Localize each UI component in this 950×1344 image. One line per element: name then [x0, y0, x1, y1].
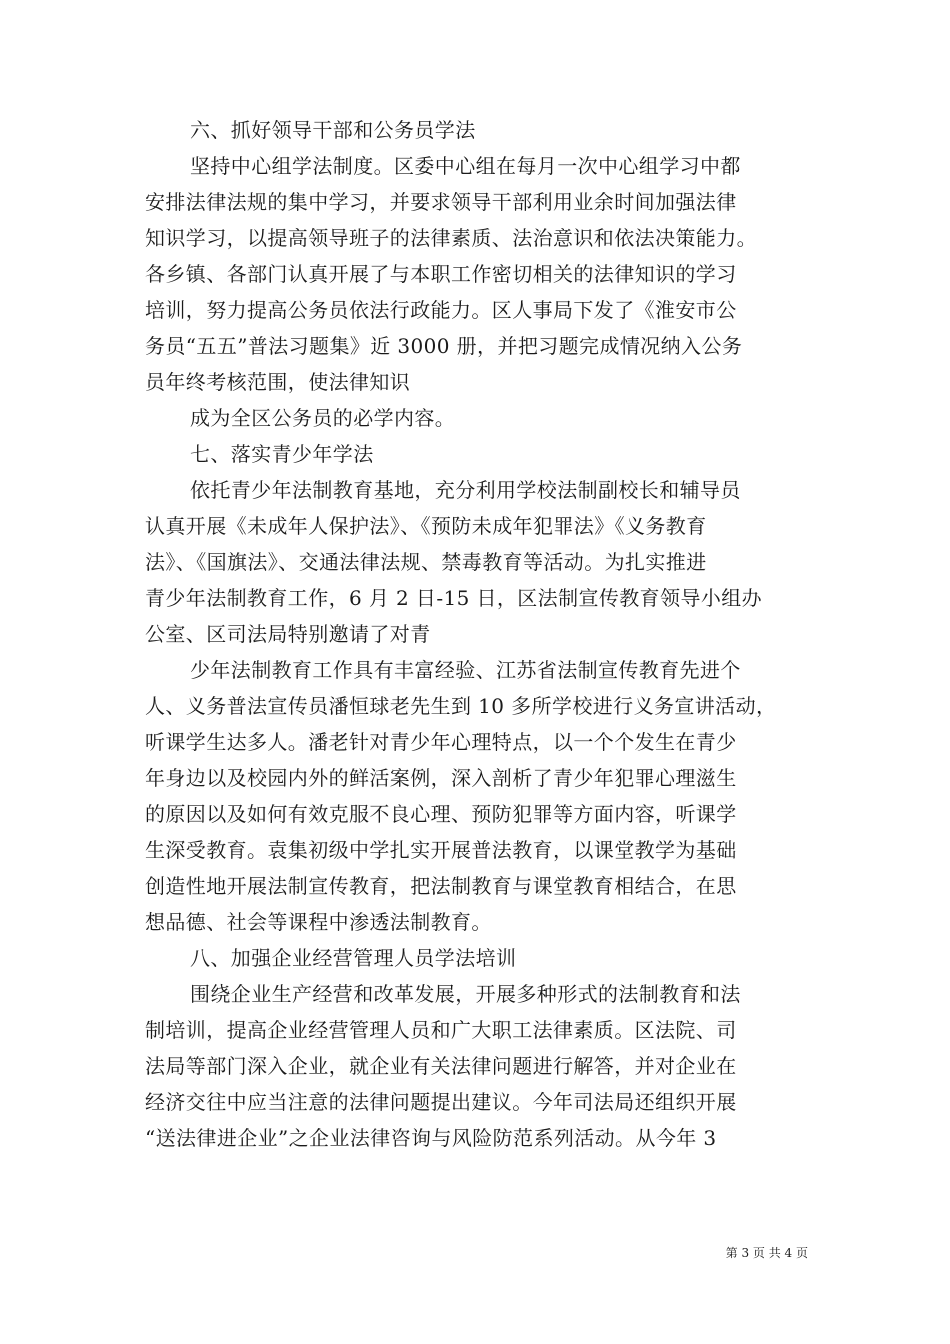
document-body — [145, 112, 810, 1156]
text-line: 六、抓好领导干部和公务员学法 — [190, 118, 476, 142]
text-line: 创造性地开展法制宣传教育，把法制教育与课堂教育相结合，在思 — [145, 874, 737, 898]
text-line: 七、落实青少年学法 — [190, 442, 374, 466]
text-line: 成为全区公务员的必学内容。 — [190, 406, 456, 430]
text-line: 认真开展《未成年人保护法》、《预防未成年犯罪法》《义务教育 — [145, 514, 707, 538]
text-line: 各乡镇、各部门认真开展了与本职工作密切相关的法律知识的学习 — [145, 262, 737, 286]
page-footer: 第 3 页 共 4 页 — [725, 1246, 808, 1260]
text-line: 少年法制教育工作具有丰富经验、江苏省法制宣传教育先进个 — [190, 658, 741, 682]
text-line: 员年终考核范围，使法律知识 — [145, 370, 411, 394]
text-line: 人、义务普法宣传员潘恒球老先生到 10 多所学校进行义务宣讲活动， — [145, 694, 777, 718]
text-line: 公室、区司法局特别邀请了对青 — [145, 622, 431, 646]
text-line: “送法律进企业”之企业法律咨询与风险防范系列活动。从今年 3 — [145, 1126, 717, 1150]
text-line: 八、加强企业经营管理人员学法培训 — [190, 946, 517, 970]
text-line: 经济交往中应当注意的法律问题提出建议。今年司法局还组织开展 — [145, 1090, 737, 1114]
text-line: 法局等部门深入企业，就企业有关法律问题进行解答，并对企业在 — [145, 1054, 737, 1078]
text-line: 想品德、社会等课程中渗透法制教育。 — [145, 910, 492, 934]
text-line: 制培训，提高企业经营管理人员和广大职工法律素质。区法院、司 — [145, 1018, 737, 1042]
text-line: 务员“五五”普法习题集》近 3000 册，并把习题完成情况纳入公务 — [145, 334, 743, 358]
text-line: 安排法律法规的集中学习，并要求领导干部利用业余时间加强法律 — [145, 190, 737, 214]
text-line: 坚持中心组学法制度。区委中心组在每月一次中心组学习中都 — [190, 154, 741, 178]
text-line: 知识学习，以提高领导班子的法律素质、法治意识和依法决策能力。 — [145, 226, 757, 250]
text-line: 法》、《国旗法》、交通法律法规、禁毒教育等活动。为扎实推进 — [145, 550, 707, 574]
text-line: 围绕企业生产经营和改革发展，开展多种形式的法制教育和法 — [190, 982, 741, 1006]
text-line: 青少年法制教育工作，6 月 2 日-15 日，区法制宣传教育领导小组办 — [145, 586, 763, 610]
text-line: 培训，努力提高公务员依法行政能力。区人事局下发了《淮安市公 — [145, 298, 737, 322]
text-line: 的原因以及如何有效克服不良心理、预防犯罪等方面内容，听课学 — [145, 802, 737, 826]
text-line: 生深受教育。袁集初级中学扎实开展普法教育，以课堂教学为基础 — [145, 838, 737, 862]
text-line: 听课学生达多人。潘老针对青少年心理特点，以一个个发生在青少 — [145, 730, 737, 754]
text-line: 依托青少年法制教育基地，充分利用学校法制副校长和辅导员 — [190, 478, 741, 502]
text-line: 年身边以及校园内外的鲜活案例，深入剖析了青少年犯罪心理滋生 — [145, 766, 737, 790]
